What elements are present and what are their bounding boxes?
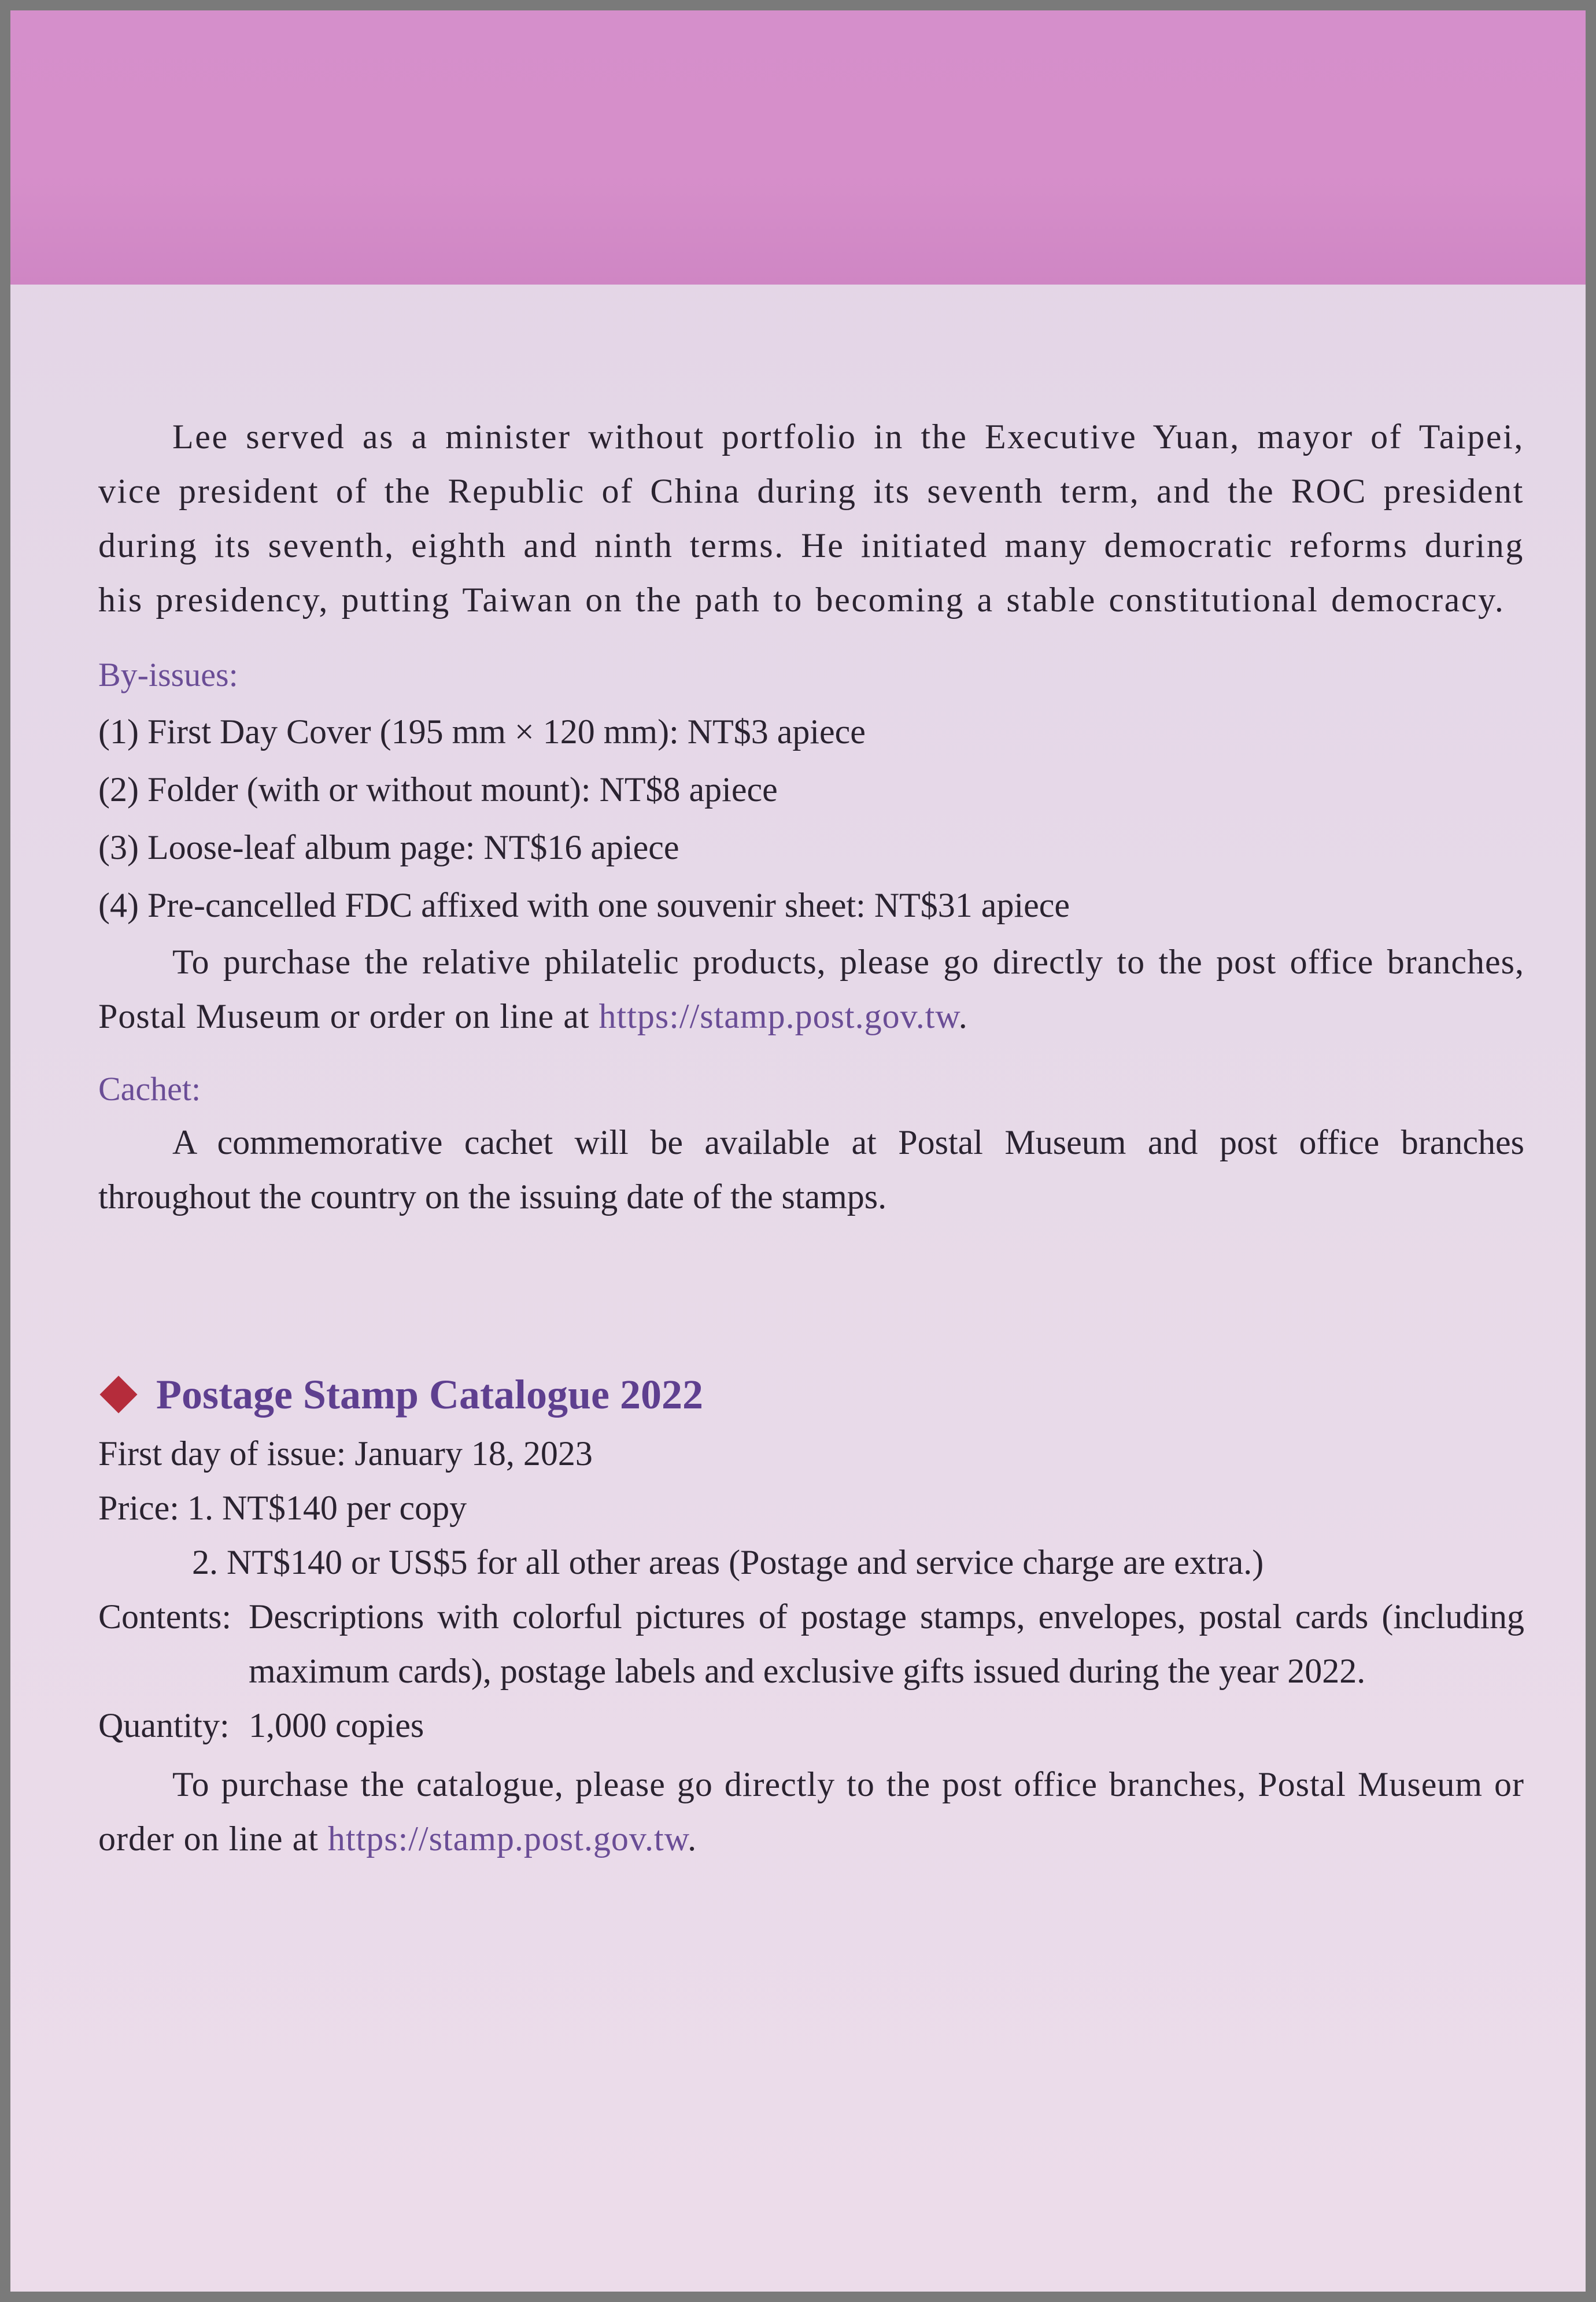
catalogue-purchase-paragraph [98, 1757, 1524, 1866]
catalogue-price-row [98, 1481, 1524, 1535]
main-content [98, 410, 1524, 1866]
header-banner [10, 10, 1586, 285]
by-issue-item-3: (3) Loose-leaf album page: NT$16 apiece [98, 828, 679, 866]
by-issues-purchase-link[interactable]: https://stamp.post.gov.tw [598, 997, 959, 1035]
price-label: Price: [98, 1489, 179, 1527]
price-option-2: 2. NT$140 or US$5 for all other areas (Postage and service charge are extra.) [192, 1543, 1264, 1581]
page [10, 10, 1586, 2292]
by-issues-heading: By-issues: [98, 656, 238, 693]
by-issue-item-2: (2) Folder (with or without mount): NT$8 apiece [98, 770, 778, 809]
catalogue-contents-row [98, 1589, 1524, 1698]
intro-paragraph: Lee served as a minister without portfolio in the Executive Yuan, mayor of Taipei, vice president of the Republic of China during its seventh term, and the ROC president during its seventh, eighth and ninth terms. He initiated many democratic reforms during his presidency, putting Taiwan on the path to becoming a stable constitutional democracy. [98, 418, 1524, 619]
cachet-text: A commemorative cachet will be available at Postal Museum and post office branches throughout the country on the issuing date of the stamps. [98, 1123, 1524, 1216]
by-issues-purchase-paragraph [98, 935, 1524, 1043]
quantity-label: Quantity: [98, 1706, 230, 1744]
catalogue-first-day: First day of issue: January 18, 2023 [98, 1434, 593, 1473]
catalogue-purchase-link[interactable]: https://stamp.post.gov.tw [327, 1820, 688, 1858]
contents-text: Descriptions with colorful pictures of postage stamps, envelopes, postal cards (including maximum cards), postage labels and exclusive gifts issued during the year 2022. [249, 1598, 1524, 1690]
cachet-heading: Cachet: [98, 1070, 201, 1108]
catalogue-purchase-text: To purchase the catalogue, please go directly to the post office branches, Postal Museum or order on line at [98, 1765, 1524, 1858]
quantity-text: 1,000 copies [249, 1706, 424, 1744]
price-option-1: 1. NT$140 per copy [187, 1489, 467, 1527]
catalogue-title [98, 1363, 1524, 1426]
catalogue-purchase-end: . [688, 1820, 697, 1858]
catalogue-quantity-row [98, 1698, 1524, 1753]
by-issue-item-4: (4) Pre-cancelled FDC affixed with one souvenir sheet: NT$31 apiece [98, 886, 1070, 924]
by-issues-purchase-text: To purchase the relative philatelic products, please go directly to the post office branches, Postal Museum or order on line at [98, 943, 1524, 1035]
contents-label: Contents: [98, 1598, 232, 1636]
section-spacer [98, 1224, 1524, 1363]
by-issues-purchase-end: . [958, 997, 968, 1035]
diamond-bullet-icon [99, 1375, 137, 1413]
catalogue-title-text: Postage Stamp Catalogue 2022 [156, 1371, 703, 1418]
by-issue-item-1: (1) First Day Cover (195 mm × 120 mm): NT$3 apiece [98, 713, 866, 751]
